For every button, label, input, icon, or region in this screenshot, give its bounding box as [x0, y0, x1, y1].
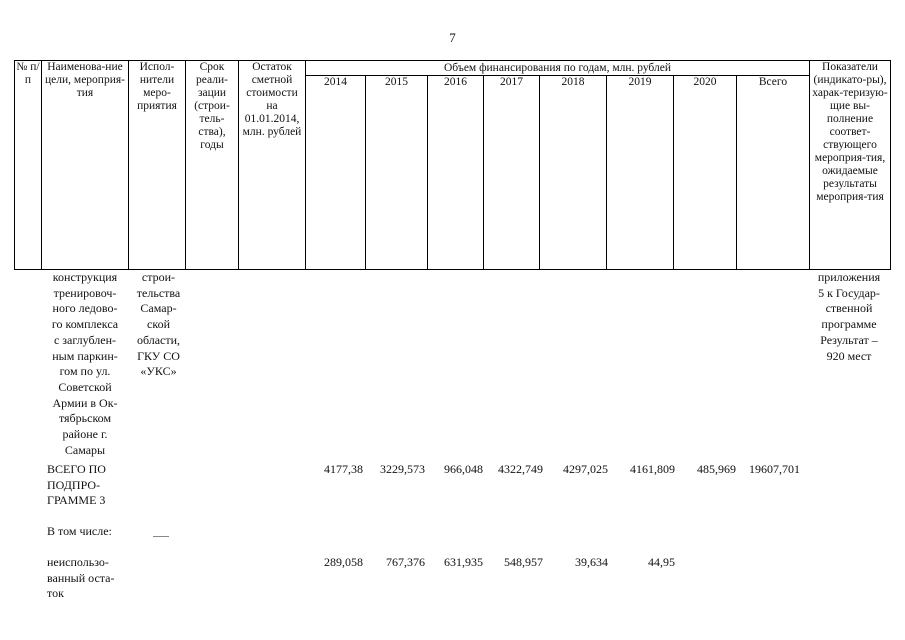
executor-line: ГКУ СО	[137, 348, 180, 363]
event-name-line: ным паркин-	[52, 348, 118, 363]
unused-label-line: ток	[47, 586, 64, 601]
indicator-line: 5 к Государ-	[818, 285, 880, 300]
year-2020: 2020	[674, 76, 737, 270]
event-name-continuation	[44, 270, 126, 458]
header-term: Срок реали-зации (строи-тель-ства), годы	[186, 61, 239, 270]
unused-value-cell: 548,957	[504, 555, 543, 569]
including-label: В том числе:	[47, 524, 112, 538]
year-2015: 2015	[366, 76, 428, 270]
event-name-line: тренировоч-	[53, 285, 117, 300]
indicator-line: приложения	[817, 270, 881, 284]
total-value-cell: 4161,809	[630, 462, 675, 476]
executors-continuation	[130, 270, 187, 380]
year-2018: 2018	[540, 76, 607, 270]
header-funding: Объем финансирования по годам, млн. рублей	[306, 61, 810, 76]
unused-value-cell: 767,376	[386, 555, 425, 569]
event-name-line: с заглублен-	[53, 332, 117, 347]
total-label-line: ГРАММЕ 3	[47, 493, 106, 508]
year-2014: 2014	[306, 76, 366, 270]
total-value-cell: 4297,025	[563, 462, 608, 476]
year-2017: 2017	[484, 76, 540, 270]
event-name-line: Советской	[58, 379, 112, 394]
unused-value-cell: 289,058	[324, 555, 363, 569]
total-subprogram-label	[44, 462, 129, 509]
header-remaining-cost: Остаток сметной стоимости на 01.01.2014, млн. рублей	[239, 61, 306, 270]
executor-line: строи-	[141, 270, 176, 284]
indicator-line: Результат –	[820, 332, 878, 347]
total-value-cell: 485,969	[697, 462, 736, 476]
unused-value-cell: 44,95	[648, 555, 675, 569]
executor-line: «УКС»	[140, 364, 177, 379]
divider-dash	[153, 536, 169, 537]
unused-label-line: ванный оста-	[47, 570, 115, 585]
total-value-cell: 3229,573	[380, 462, 425, 476]
event-name-line: гом по ул.	[59, 364, 111, 379]
indicators-continuation	[808, 270, 890, 364]
header-number: № п/п	[15, 61, 42, 270]
event-name-line: конструкция	[52, 270, 118, 284]
indicator-line: ственной	[825, 301, 873, 316]
unused-remainder-label	[44, 555, 129, 602]
executor-line: ской	[147, 317, 170, 332]
funding-table	[14, 60, 891, 270]
header-name: Наименова-ние цели, мероприя-тия	[42, 61, 129, 270]
event-name-line: го комплекса	[51, 317, 119, 332]
year-total: Всего	[737, 76, 810, 270]
total-value-cell: 966,048	[444, 462, 483, 476]
executor-line: тельства	[136, 285, 181, 300]
total-label-line: ПОДПРО-	[47, 477, 101, 492]
event-name-line: тябрьском	[58, 411, 112, 426]
page-number: 7	[449, 30, 456, 45]
header-executors: Испол-нители меро-приятия	[129, 61, 186, 270]
indicator-line: 920 мест	[826, 348, 872, 363]
total-label-line: ВСЕГО ПО	[47, 462, 106, 476]
executor-line: Самар-	[140, 301, 177, 316]
event-name-line: Самары	[64, 442, 106, 457]
year-2019: 2019	[607, 76, 674, 270]
unused-value-cell: 631,935	[444, 555, 483, 569]
unused-label-line: неиспользо-	[47, 555, 109, 569]
event-name-line: ного ледово-	[52, 301, 118, 316]
total-value-cell: 4322,749	[498, 462, 543, 476]
unused-value-cell: 39,634	[575, 555, 608, 569]
indicator-line: программе	[821, 317, 877, 332]
total-value-cell: 19607,701	[749, 462, 800, 476]
year-2016: 2016	[428, 76, 484, 270]
header-indicators: Показатели (индикато-ры), харак-теризую-щие вы-полнение соответ-ствующего мероприя-тия, ожидаемые результаты мероприя-тия	[810, 61, 891, 270]
event-name-line: районе г.	[62, 427, 108, 442]
total-value-cell: 4177,38	[324, 462, 363, 476]
event-name-line: Армии в Ок-	[52, 395, 118, 410]
executor-line: области,	[136, 332, 181, 347]
